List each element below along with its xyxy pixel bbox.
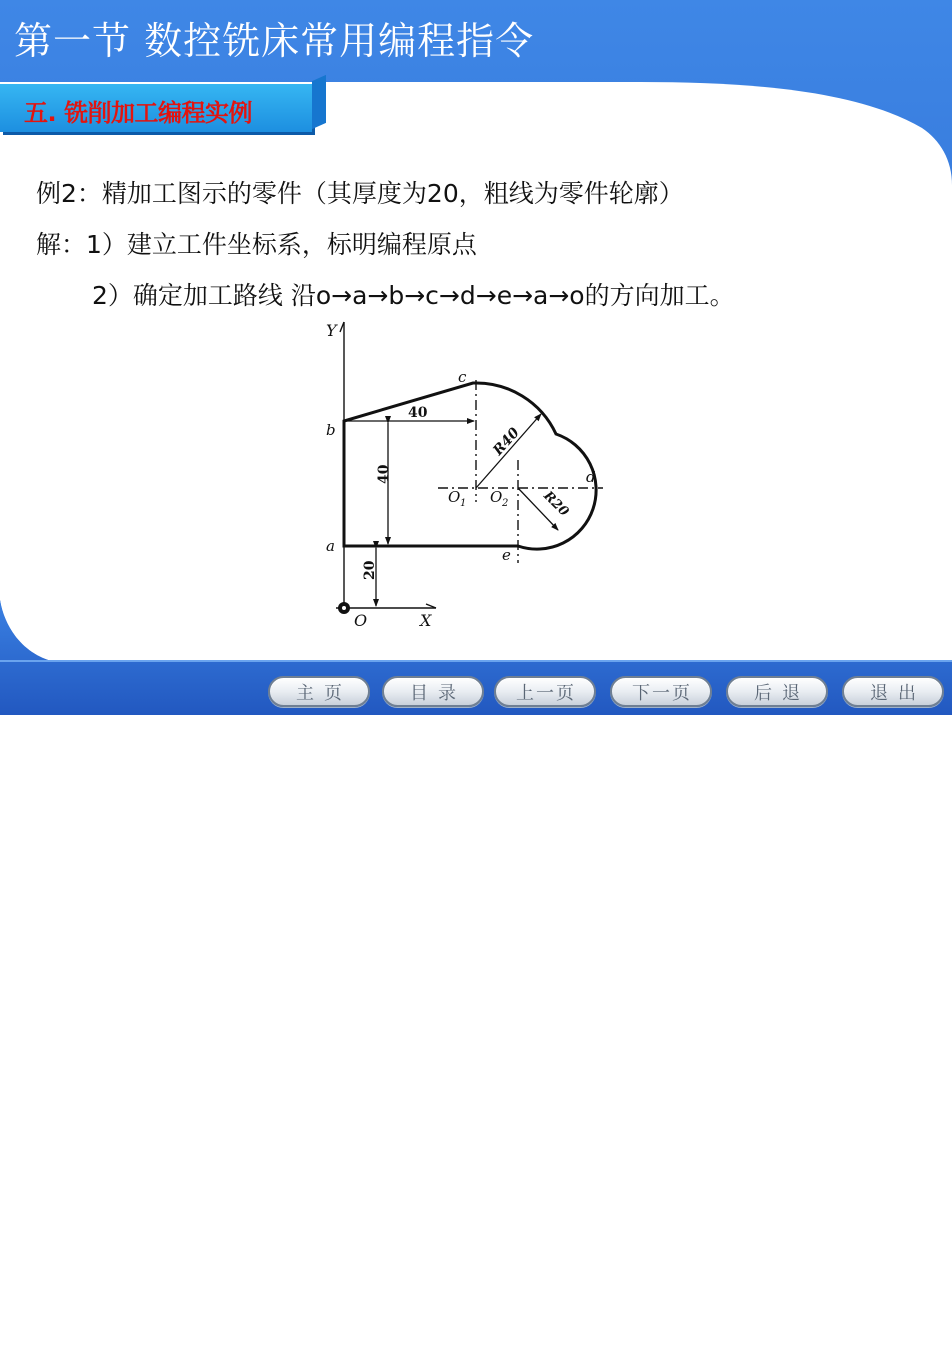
part-drawing xyxy=(318,318,618,636)
section-tag-side xyxy=(312,75,326,129)
point-b-label: b xyxy=(326,421,336,439)
point-d-label: d xyxy=(586,468,596,486)
section-tag-label: 五. 铣削加工编程实例 xyxy=(24,99,252,127)
r40-label: R40 xyxy=(490,424,523,459)
nav-contents-button[interactable]: 目录 xyxy=(382,676,484,707)
solution-step-2: 2）确定加工路线 沿o→a→b→c→d→e→a→o的方向加工。 xyxy=(92,281,735,310)
dim-20-label: 20 xyxy=(362,560,378,580)
center-o1-label: O xyxy=(448,488,461,506)
nav-home-button[interactable]: 主页 xyxy=(268,676,370,707)
solution-step-1: 解：1）建立工件坐标系，标明编程原点 xyxy=(36,230,477,259)
center-o1-subscript: 1 xyxy=(460,498,467,509)
x-axis-label: X xyxy=(420,611,432,630)
y-axis-label: Y xyxy=(326,321,337,340)
dim-40-horizontal-label: 40 xyxy=(408,405,428,421)
dim-40-vertical-label: 40 xyxy=(376,464,392,484)
section-tag xyxy=(0,84,312,132)
center-o2-subscript: 2 xyxy=(502,498,509,509)
nav-back-button[interactable]: 后退 xyxy=(726,676,828,707)
nav-prev-button[interactable]: 上一页 xyxy=(494,676,596,707)
point-a-label: a xyxy=(326,537,335,555)
r20-label: R20 xyxy=(540,488,572,520)
point-e-label: e xyxy=(502,546,511,564)
nav-exit-button[interactable]: 退出 xyxy=(842,676,944,707)
example-line: 例2：精加工图示的零件（其厚度为20，粗线为零件轮廓） xyxy=(36,179,684,208)
nav-next-button[interactable]: 下一页 xyxy=(610,676,712,707)
point-c-label: c xyxy=(458,368,467,386)
center-o2-label: O xyxy=(490,488,503,506)
slide-title: 第一节 数控铣床常用编程指令 xyxy=(14,19,535,63)
origin-label: O xyxy=(354,611,368,630)
